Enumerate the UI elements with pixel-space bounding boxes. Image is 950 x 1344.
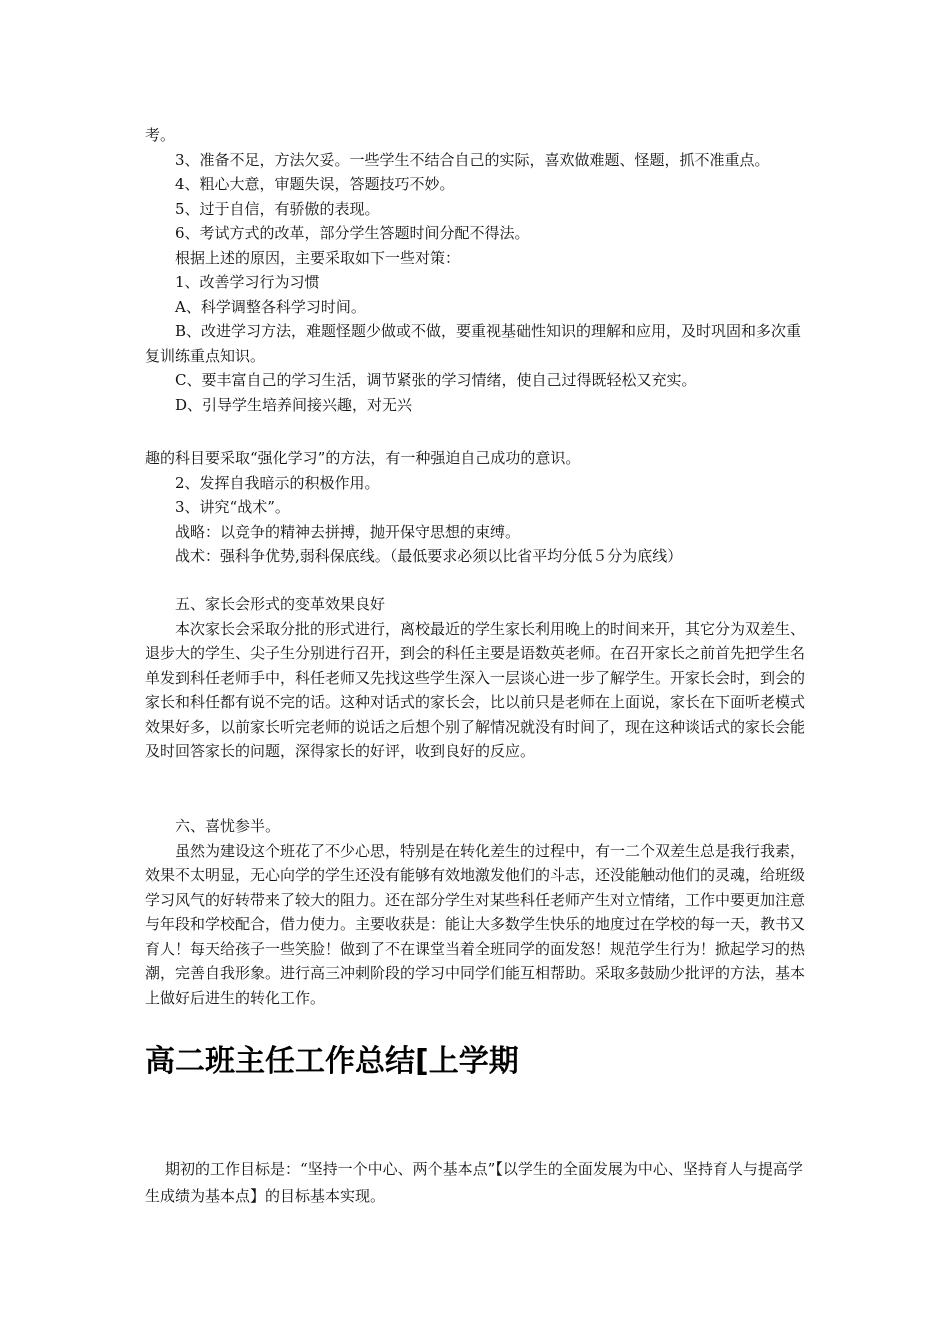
section-tactics [145, 446, 810, 569]
paragraph-line: 2、发挥自我暗示的积极作用。 [175, 473, 380, 492]
section-mixed-results [145, 814, 810, 1010]
document-title: 高二班主任工作总结[上学期 [145, 1044, 519, 1079]
section-heading: 六、喜忧参半。 [175, 817, 281, 835]
paragraph-line: A、科学调整各科学习时间。 [175, 297, 366, 316]
paragraph-line: D、引导学生培养间接兴趣，对无兴 [175, 395, 413, 414]
paragraph-line: C、要丰富自己的学习生活，调节紧张的学习情绪，使自己过得既轻松又充实。 [175, 371, 697, 389]
section-heading: 五、家长会形式的变革效果良好 [175, 595, 386, 613]
section-parent-meeting [145, 592, 810, 764]
paragraph-line: 3、准备不足，方法欠妥。一些学生不结合自己的实际，喜欢做难题、怪题，抓不准重点。 [175, 150, 770, 169]
paragraph-line: 根据上述的原因，主要采取如下一些对策： [175, 248, 461, 267]
intro-paragraph: 期初的工作目标是：“坚持一个中心、两个基本点”【以学生的全面发展为中心、坚持育人与提高学生成绩为基本点】的目标基本实现。 [145, 1160, 803, 1205]
paragraph-line: 4、粗心大意，审题失误，答题技巧不妙。 [175, 175, 455, 193]
section-body: 本次家长会采取分批的形式进行，离校最近的学生家长利用晚上的时间来开，其它分为双差生、退步大的学生、尖子生分别进行召开，到会的科任主要是语数英老师。在召开家长之前首先把学生名单发到科任老师手中，科任老师又先找这些学生深入一层谈心进一步了解学生。开家长会时，到会的家长和科任都有说不完的话。这种对话式的家长会，比以前只是老师在上面说，家长在下面听老模式效果好多，以前家长听完老师的说话之后想个别了解情况就没有时间了，现在这种谈话式的家长会能及时回答家长的问题，深得家长的好评，收到良好的反应。 [145, 619, 806, 760]
paragraph-line: 5、过于自信，有骄傲的表现。 [175, 199, 380, 218]
paragraph-line: 战略：以竞争的精神去拼搏，抛开保守思想的束缚。 [175, 522, 521, 541]
paragraph-line: B、改进学习方法，难题怪题少做或不做，要重视基础性知识的理解和应用，及时巩固和多次重复训练重点知识。 [145, 322, 802, 365]
paragraph-line: 趣的科目要采取“强化学习”的方法，有一种强迫自己成功的意识。 [145, 449, 581, 467]
paragraph-line: 1、改善学习行为习惯 [175, 273, 320, 291]
paragraph-line: 3、讲究“战术”。 [175, 498, 290, 516]
paragraph-line: 6、考试方式的改革，部分学生答题时间分配不得法。 [175, 224, 530, 242]
paragraph-line: 考。 [145, 126, 176, 144]
section-body: 虽然为建设这个班花了不少心思，特别是在转化差生的过程中，有一二个双差生总是我行我素，效果不太明显，无心向学的学生还没有能够有效地激发他们的斗志，还没能触动他们的灵魂，给班级学习风气的好转带来了较大的阻力。还在部分学生对某些科任老师产生对立情绪，工作中要更加注意与年段和学校配合，借力使力。主要收获是：能让大多数学生快乐的地度过在学校的每一天，教书又育人！每天给孩子一些笑脸！做到了不在课堂当着全班同学的面发怒！规范学生行为！掀起学习的热潮，完善自我形象。进行高三冲刺阶段的学习中同学们能互相帮助。采取多鼓励少批评的方法，基本上做好后进生的转化工作。 [145, 841, 806, 1007]
section-countermeasures [145, 123, 810, 417]
paragraph-line: 战术：强科争优势,弱科保底线。（最低要求必须以比省平均分低５分为底线） [175, 547, 683, 565]
